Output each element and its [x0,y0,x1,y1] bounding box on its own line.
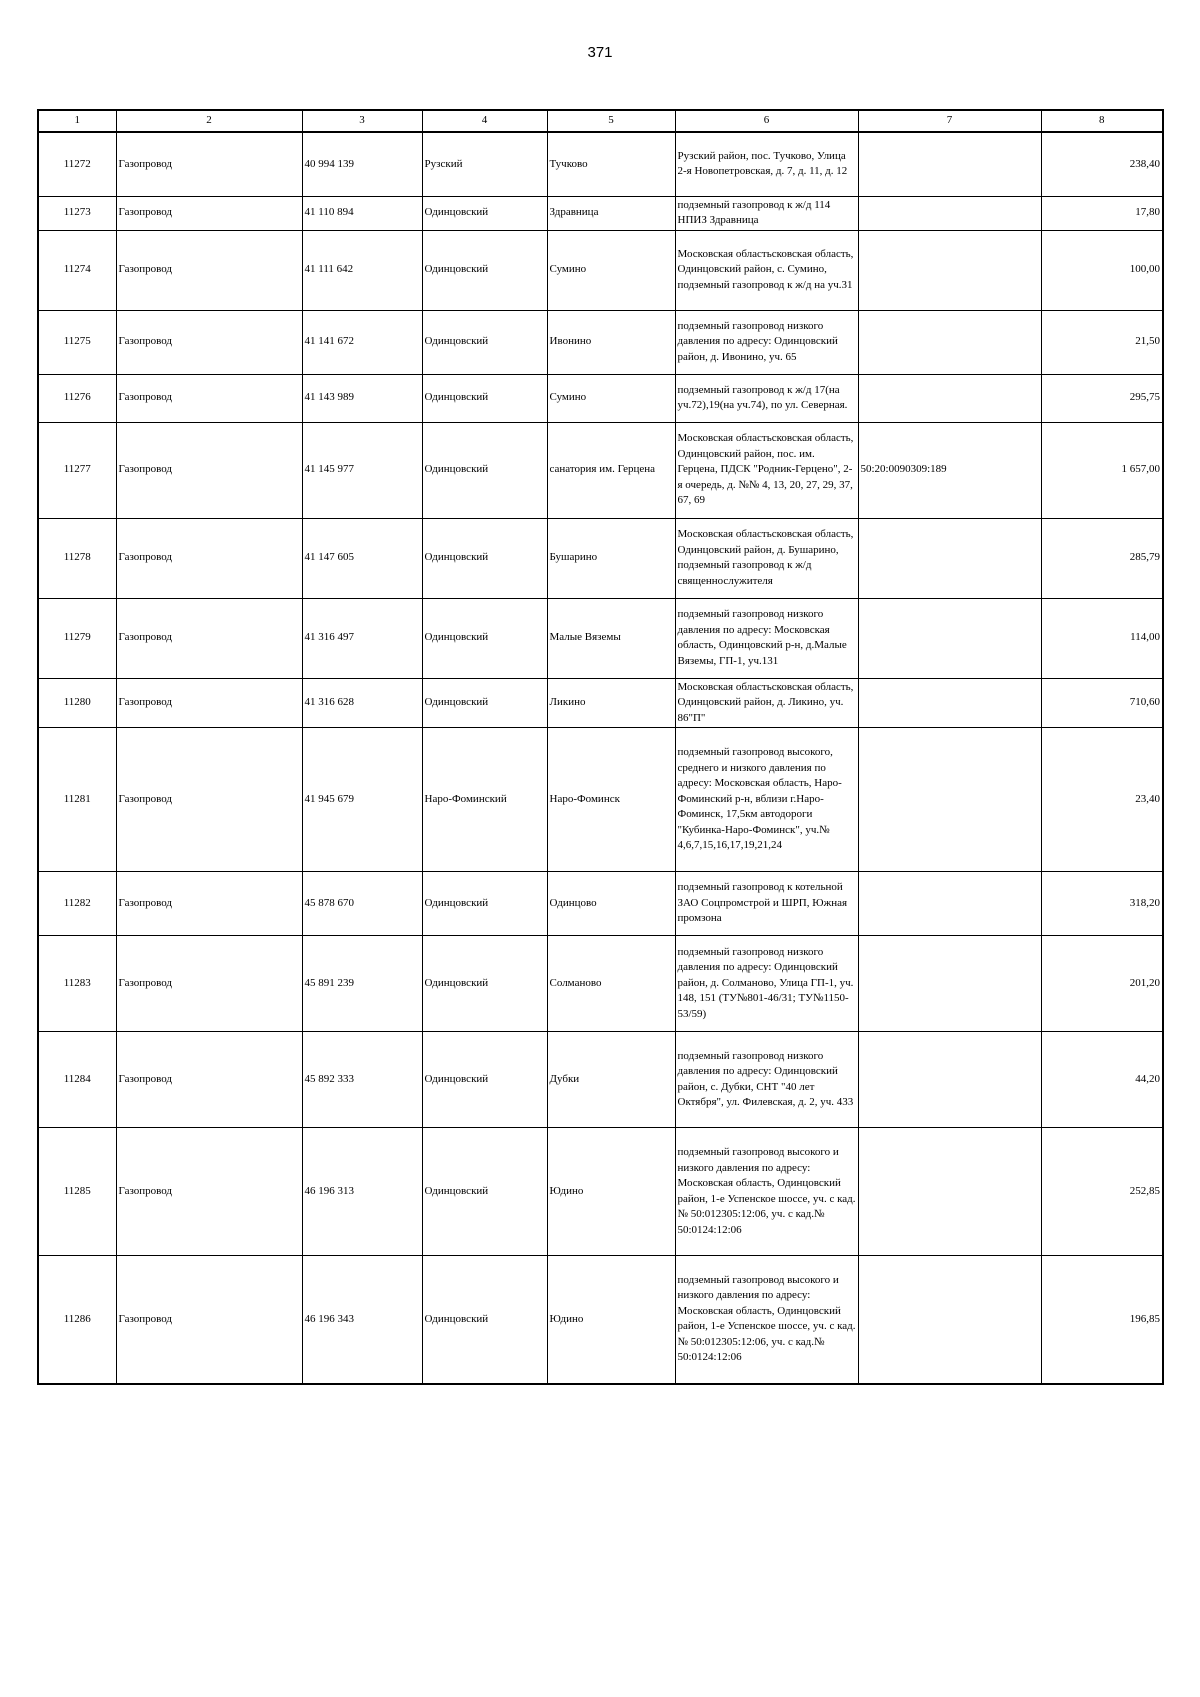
cadastral-number-cell [858,728,1041,872]
object-code-cell: 45 878 670 [302,872,422,936]
length-value-cell: 44,20 [1041,1032,1163,1128]
locality-cell: Юдино [547,1128,675,1256]
object-type-cell: Газопровод [116,518,302,598]
object-type-cell: Газопровод [116,598,302,678]
locality-cell: санатория им. Герцена [547,422,675,518]
object-type-cell: Газопровод [116,196,302,230]
table-row [38,132,1163,196]
district-cell: Одинцовский [422,230,547,310]
cadastral-number-cell [858,196,1041,230]
table-row [38,598,1163,678]
row-number-cell: 11280 [38,678,116,728]
cadastral-number-cell [858,1032,1041,1128]
object-code-cell: 41 945 679 [302,728,422,872]
cadastral-number-cell [858,374,1041,422]
address-cell: Московская областьсковская область, Одинцовский район, д. Ликино, уч. 86"П" [675,678,858,728]
header-row [38,110,1163,132]
address-cell: подземный газопровод к ж/д 17(на уч.72),19(на уч.74), по ул. Северная. [675,374,858,422]
locality-cell: Бушарино [547,518,675,598]
object-type-cell: Газопровод [116,374,302,422]
length-value-cell: 285,79 [1041,518,1163,598]
length-value-cell: 17,80 [1041,196,1163,230]
locality-cell: Здравница [547,196,675,230]
table-row [38,728,1163,872]
length-value-cell: 201,20 [1041,936,1163,1032]
length-value-cell: 100,00 [1041,230,1163,310]
district-cell: Наро-Фоминский [422,728,547,872]
address-cell: подземный газопровод к котельной ЗАО Соцпромстрой и ШРП, Южная промзона [675,872,858,936]
length-value-cell: 295,75 [1041,374,1163,422]
address-cell: подземный газопровод высокого и низкого давления по адресу: Московская область, Одинцовский район, 1-е Успенское шоссе, уч. с кад.№ 50:012305:12:06, уч. с кад.№ 50:0124:12:06 [675,1256,858,1384]
table-row [38,374,1163,422]
address-cell: подземный газопровод к ж/д 114 НПИЗ Здравница [675,196,858,230]
object-code-cell: 41 143 989 [302,374,422,422]
cadastral-number-cell [858,872,1041,936]
cadastral-number-cell [858,1128,1041,1256]
table-row [38,1032,1163,1128]
object-code-cell: 45 891 239 [302,936,422,1032]
address-cell: Московская областьсковская область, Одинцовский район, д. Бушарино, подземный газопровод к ж/д священнослужителя [675,518,858,598]
district-cell: Одинцовский [422,1128,547,1256]
address-cell: Рузский район, пос. Тучково, Улица 2-я Новопетровская, д. 7, д. 11, д. 12 [675,132,858,196]
district-cell: Одинцовский [422,678,547,728]
cadastral-number-cell [858,310,1041,374]
row-number-cell: 11274 [38,230,116,310]
row-number-cell: 11285 [38,1128,116,1256]
object-type-cell: Газопровод [116,936,302,1032]
district-cell: Одинцовский [422,1032,547,1128]
address-cell: подземный газопровод низкого давления по адресу: Одинцовский район, с. Дубки, СНТ "40 лет Октября", ул. Филевская, д. 2, уч. 433 [675,1032,858,1128]
address-cell: Московская областьсковская область, Одинцовский район, пос. им. Герцена, ПДСК "Родник-Герцено", 2-я очередь, д. №№ 4, 13, 20, 27, 29, 37, 67, 69 [675,422,858,518]
object-type-cell: Газопровод [116,728,302,872]
object-code-cell: 41 111 642 [302,230,422,310]
locality-cell: Сумино [547,374,675,422]
length-value-cell: 238,40 [1041,132,1163,196]
row-number-cell: 11272 [38,132,116,196]
address-cell: подземный газопровод высокого, среднего и низкого давления по адресу: Московская область, Наро-Фоминский р-н, вблизи г.Наро-Фоминск, 17,5км автодороги "Кубинка-Наро-Фоминск", уч.№ 4,6,7,15,16,17,19,21,24 [675,728,858,872]
object-code-cell: 41 110 894 [302,196,422,230]
registry-table [37,109,1164,1385]
row-number-cell: 11282 [38,872,116,936]
row-number-cell: 11283 [38,936,116,1032]
table-row [38,678,1163,728]
object-code-cell: 41 145 977 [302,422,422,518]
object-code-cell: 46 196 343 [302,1256,422,1384]
cadastral-number-cell [858,678,1041,728]
district-cell: Рузский [422,132,547,196]
object-code-cell: 41 316 628 [302,678,422,728]
object-code-cell: 41 147 605 [302,518,422,598]
row-number-cell: 11275 [38,310,116,374]
object-type-cell: Газопровод [116,1256,302,1384]
object-type-cell: Газопровод [116,678,302,728]
column-header: 1 [38,110,116,132]
object-type-cell: Газопровод [116,310,302,374]
length-value-cell: 114,00 [1041,598,1163,678]
district-cell: Одинцовский [422,518,547,598]
cadastral-number-cell [858,132,1041,196]
row-number-cell: 11286 [38,1256,116,1384]
locality-cell: Солманово [547,936,675,1032]
length-value-cell: 252,85 [1041,1128,1163,1256]
row-number-cell: 11276 [38,374,116,422]
cadastral-number-cell: 50:20:0090309:189 [858,422,1041,518]
address-cell: Московская областьсковская область, Одинцовский район, с. Сумино, подземный газопровод к ж/д на уч.31 [675,230,858,310]
locality-cell: Ивонино [547,310,675,374]
table-row [38,196,1163,230]
column-header: 8 [1041,110,1163,132]
length-value-cell: 1 657,00 [1041,422,1163,518]
address-cell: подземный газопровод высокого и низкого давления по адресу: Московская область, Одинцовский район, 1-е Успенское шоссе, уч. с кад.№ 50:012305:12:06, уч. с кад.№ 50:0124:12:06 [675,1128,858,1256]
address-cell: подземный газопровод низкого давления по адресу: Московская область, Одинцовский р-н, д.Малые Вяземы, ГП-1, уч.131 [675,598,858,678]
cadastral-number-cell [858,230,1041,310]
column-header: 5 [547,110,675,132]
column-header: 6 [675,110,858,132]
address-cell: подземный газопровод низкого давления по адресу: Одинцовский район, д. Солманово, Улица ГП-1, уч. 148, 151 (ТУ№801-46/31; ТУ№1150-53/59) [675,936,858,1032]
object-type-cell: Газопровод [116,422,302,518]
object-type-cell: Газопровод [116,1032,302,1128]
table-row [38,1256,1163,1384]
object-code-cell: 41 316 497 [302,598,422,678]
table-row [38,872,1163,936]
object-type-cell: Газопровод [116,1128,302,1256]
length-value-cell: 23,40 [1041,728,1163,872]
object-type-cell: Газопровод [116,230,302,310]
cadastral-number-cell [858,1256,1041,1384]
page-number: 371 [587,44,613,61]
cadastral-number-cell [858,598,1041,678]
table-row [38,310,1163,374]
locality-cell: Ликино [547,678,675,728]
locality-cell: Малые Вяземы [547,598,675,678]
locality-cell: Сумино [547,230,675,310]
locality-cell: Наро-Фоминск [547,728,675,872]
table-row [38,1128,1163,1256]
table-row [38,936,1163,1032]
row-number-cell: 11278 [38,518,116,598]
address-cell: подземный газопровод низкого давления по адресу: Одинцовский район, д. Ивонино, уч. 65 [675,310,858,374]
table-row [38,422,1163,518]
district-cell: Одинцовский [422,422,547,518]
object-code-cell: 41 141 672 [302,310,422,374]
row-number-cell: 11273 [38,196,116,230]
district-cell: Одинцовский [422,598,547,678]
length-value-cell: 318,20 [1041,872,1163,936]
district-cell: Одинцовский [422,1256,547,1384]
object-code-cell: 40 994 139 [302,132,422,196]
object-code-cell: 46 196 313 [302,1128,422,1256]
length-value-cell: 21,50 [1041,310,1163,374]
cadastral-number-cell [858,936,1041,1032]
locality-cell: Одинцово [547,872,675,936]
district-cell: Одинцовский [422,936,547,1032]
object-code-cell: 45 892 333 [302,1032,422,1128]
column-header: 4 [422,110,547,132]
district-cell: Одинцовский [422,310,547,374]
object-type-cell: Газопровод [116,872,302,936]
district-cell: Одинцовский [422,374,547,422]
locality-cell: Юдино [547,1256,675,1384]
row-number-cell: 11277 [38,422,116,518]
locality-cell: Дубки [547,1032,675,1128]
cadastral-number-cell [858,518,1041,598]
table-row [38,230,1163,310]
district-cell: Одинцовский [422,872,547,936]
length-value-cell: 196,85 [1041,1256,1163,1384]
row-number-cell: 11279 [38,598,116,678]
object-type-cell: Газопровод [116,132,302,196]
column-header: 2 [116,110,302,132]
column-header: 7 [858,110,1041,132]
length-value-cell: 710,60 [1041,678,1163,728]
row-number-cell: 11281 [38,728,116,872]
row-number-cell: 11284 [38,1032,116,1128]
table-row [38,518,1163,598]
locality-cell: Тучково [547,132,675,196]
column-header: 3 [302,110,422,132]
district-cell: Одинцовский [422,196,547,230]
